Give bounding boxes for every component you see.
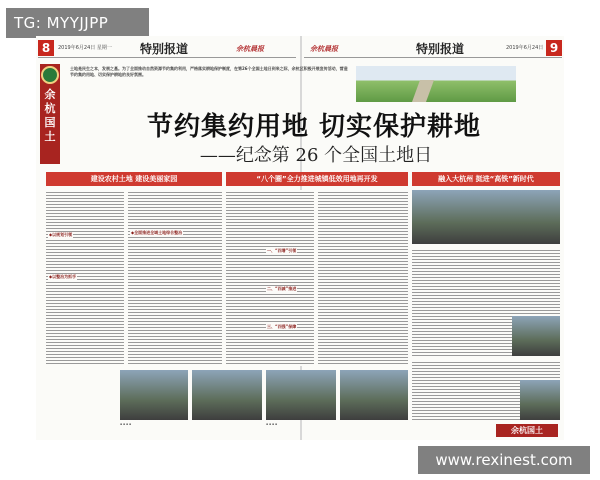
farmland-photo [356,66,516,102]
photo-caption: ▪ ▪ ▪ ▪ [120,422,131,426]
right-page-number: 9 [546,40,562,56]
text-column [226,190,314,366]
vehicle-photo [520,380,560,420]
section-band-3: 融入大杭州 挺进“高铁”新时代 [412,172,560,186]
subheading: ◆全面推进全域土地综合整治 [131,230,183,235]
subheading: 一、“四增”引领 [267,248,297,253]
event-photo [340,370,408,420]
left-page-date: 2019年6月24日 星期一 [58,45,112,51]
subheading: ◆以规划引领 [49,232,73,237]
newspaper-spread [36,36,564,440]
section-band-2: “八个圈”全力推进城镇低效用地再开发 [226,172,408,186]
text-column [318,190,408,366]
main-headline: 节约集约用地 切实保护耕地 [146,112,482,142]
event-photo [120,370,188,420]
watermark-bottom: www.rexinest.com [418,446,590,474]
right-section-title: 特别报道 [416,42,465,56]
right-brand: 余杭晨报 [310,44,338,53]
right-page-date: 2019年6月24日 [506,45,544,51]
meeting-photo [412,190,560,244]
intro-paragraph: 土地是民生之本，发展之基。为了全面推动自然资源节约集约利用，严格落实耕地保护制度，在第26个全国土地日到来之际，余杭区积极开展宣传活动，营造节约集约用地、切实保护耕地的良好氛围。 [70,66,348,77]
left-page-number: 8 [38,40,54,56]
sub-headline: ——纪念第 26 个全国土地日 [199,145,433,166]
left-section-title: 特别报道 [140,42,189,56]
emblem-icon [41,66,59,84]
text-column [128,190,222,366]
footer-brand: 余杭国土 [496,424,558,437]
inspection-photo [512,316,560,356]
left-brand: 余杭晨报 [236,44,264,53]
event-photo [192,370,262,420]
subheading: 三、“四强”保障 [267,324,297,329]
sidebar-label: 余杭国土 [44,88,56,143]
subheading: 二、“四减”推进 [267,286,297,291]
photo-caption: ▪ ▪ ▪ ▪ [266,422,277,426]
sidebar-banner [40,64,60,164]
section-band-1: 建设农村土地 建设美丽家园 [46,172,222,186]
watermark-top: TG: MYYJJPP [6,8,149,38]
event-photo [266,370,336,420]
subheading: ◆以整治为抓手 [49,274,77,279]
